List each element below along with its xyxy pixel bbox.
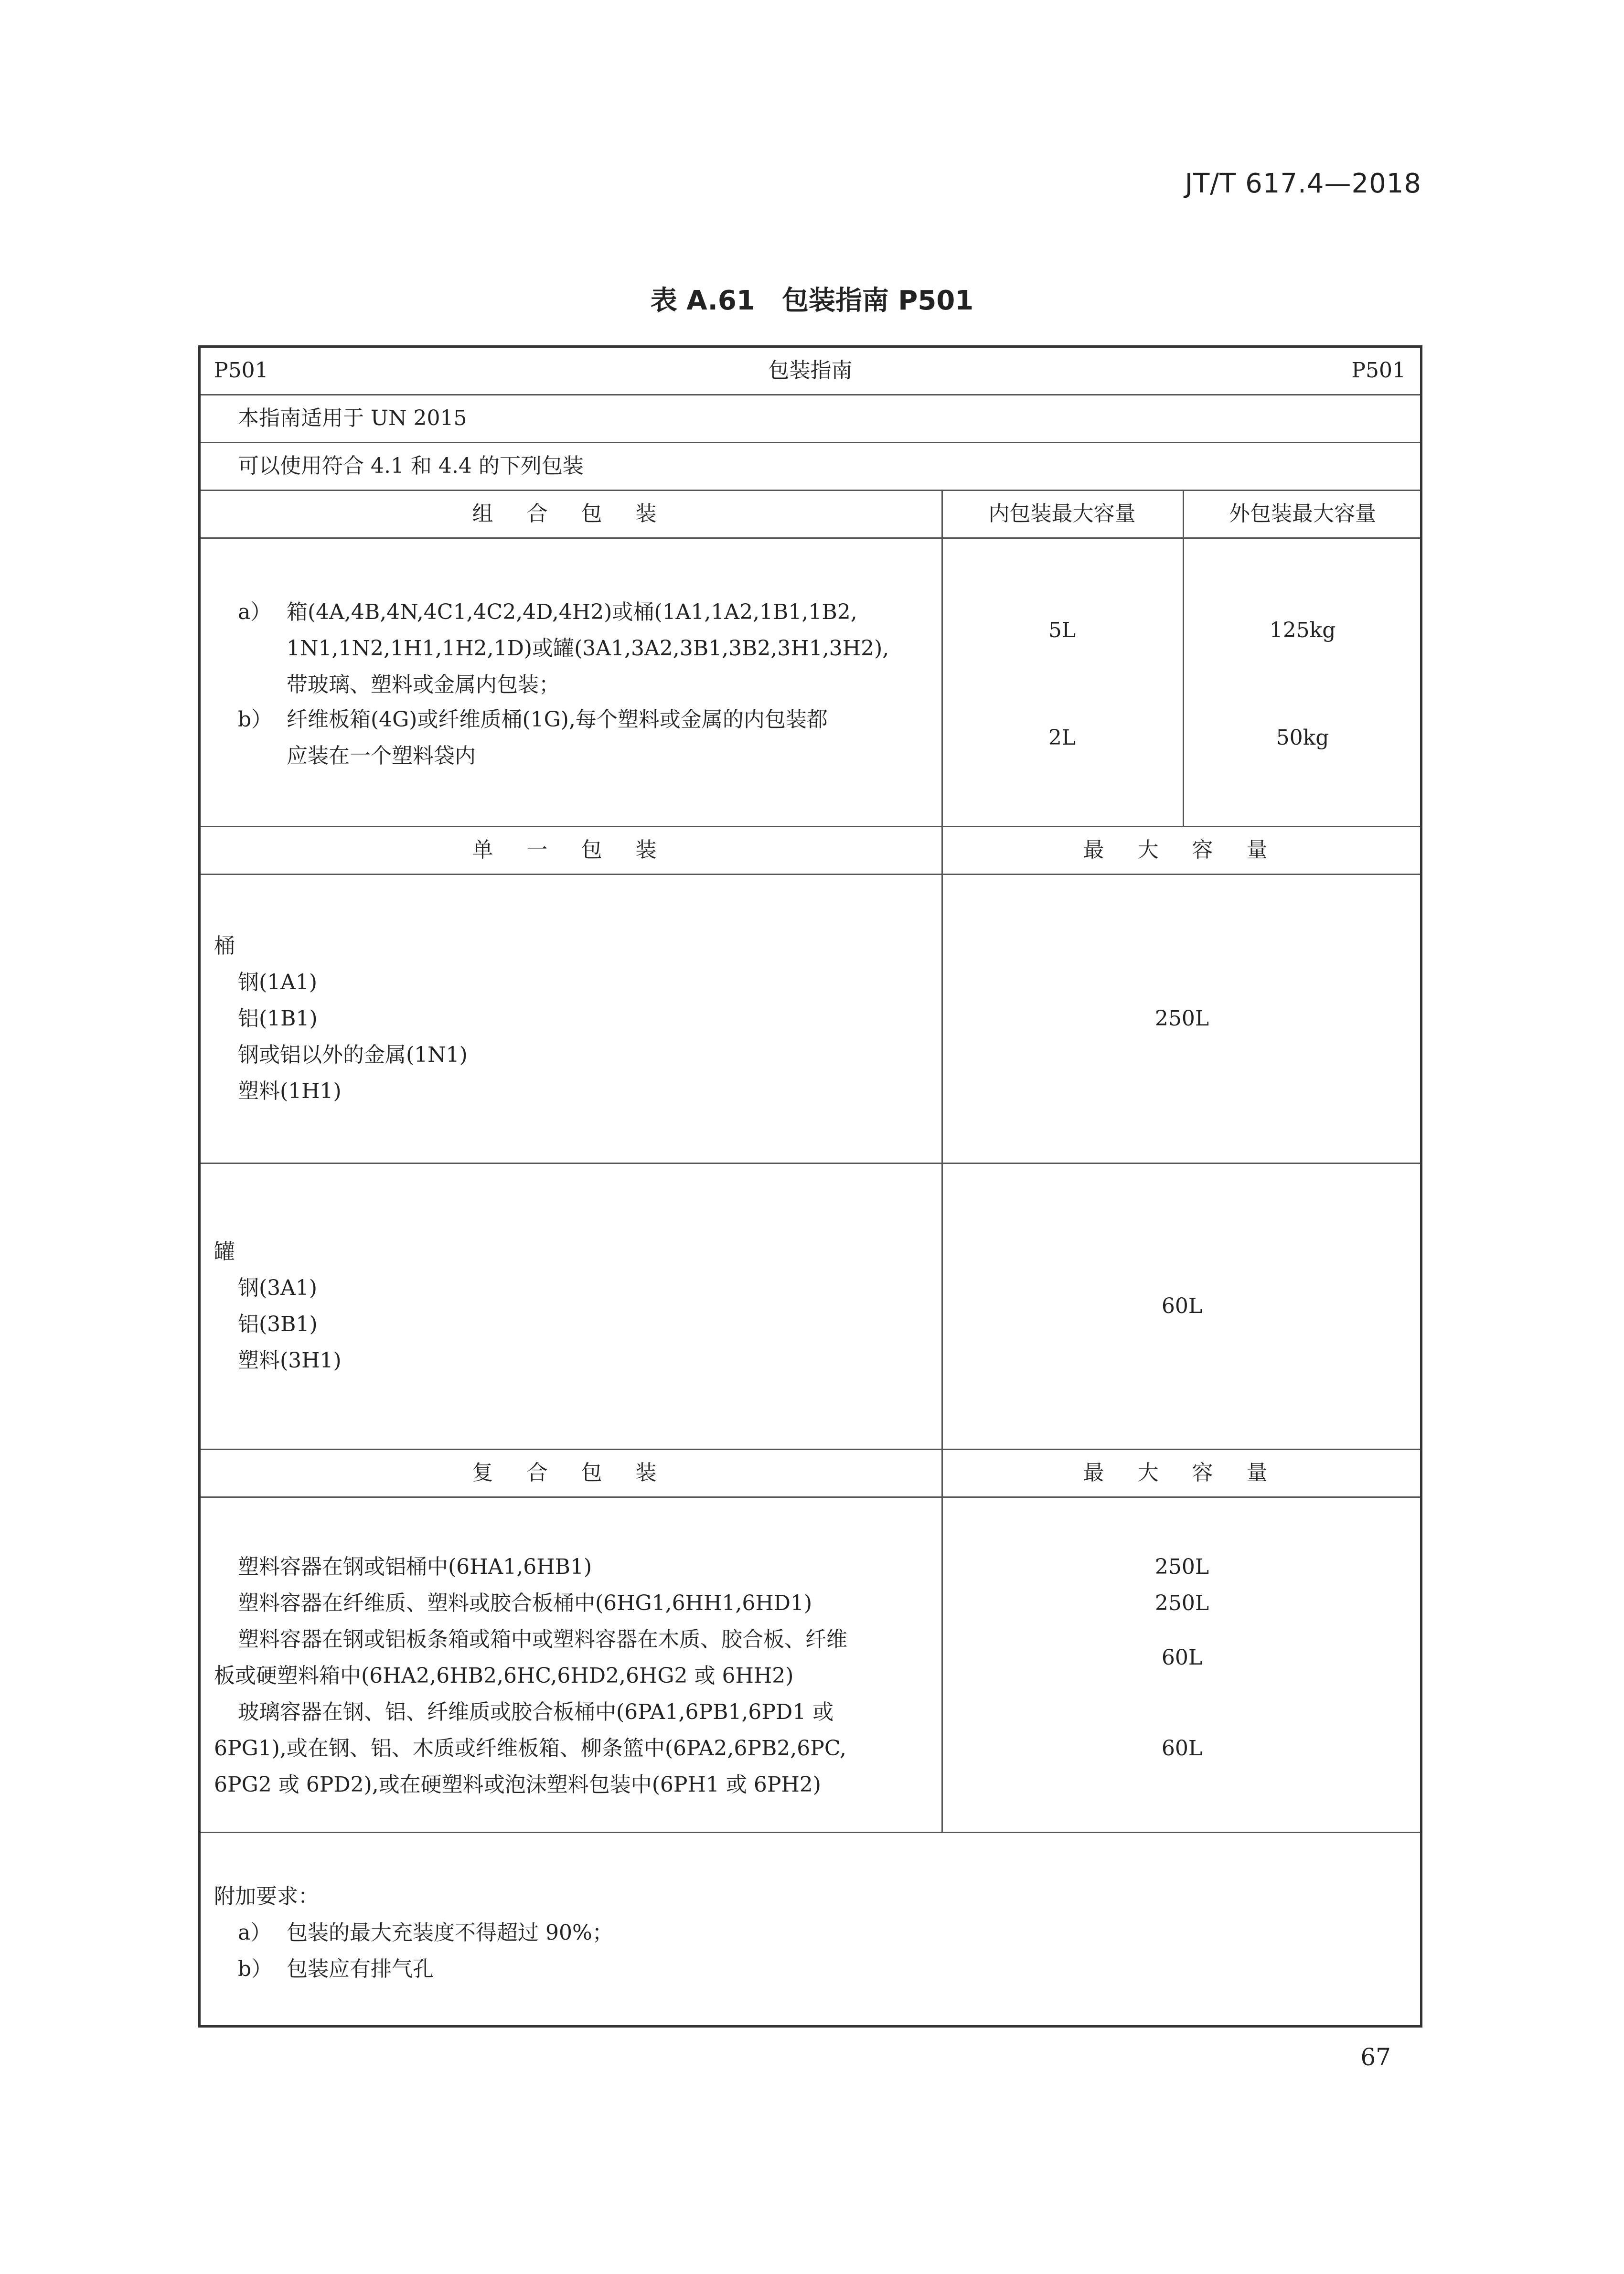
additional-requirement: 包装应有排气孔 <box>287 1957 434 1981</box>
rule <box>201 442 1420 443</box>
list-marker: b） <box>238 707 273 732</box>
list-item: 铝(1B1) <box>238 1006 318 1031</box>
outer-max-value: 125kg <box>1269 618 1336 642</box>
packing-instruction-table <box>198 345 1422 2028</box>
max-value: 60L <box>1161 1294 1203 1318</box>
max-value: 60L <box>1161 1645 1203 1670</box>
code-right: P501 <box>1351 358 1406 383</box>
page-number: 67 <box>1360 2043 1391 2071</box>
single-max-heading: 最 大 容 量 <box>1083 838 1281 862</box>
composite-item: 玻璃容器在钢、铝、纤维质或胶合板桶中(6PA1,6PB1,6PD1 或 <box>238 1700 834 1724</box>
combination-item-a-line: 带玻璃、塑料或金属内包装； <box>287 673 560 697</box>
single-heading: 单 一 包 装 <box>472 838 670 862</box>
combination-heading: 组 合 包 装 <box>472 502 670 526</box>
composite-item: 塑料容器在纤维质、塑料或胶合板桶中(6HG1,6HH1,6HD1) <box>238 1591 812 1615</box>
list-item: 钢(1A1) <box>238 970 318 994</box>
max-value: 250L <box>1154 1555 1209 1579</box>
max-value: 250L <box>1154 1591 1209 1615</box>
composite-item: 6PG2 或 6PD2),或在硬塑料或泡沫塑料包装中(6PH1 或 6PH2) <box>214 1772 821 1797</box>
rule <box>201 394 1420 395</box>
standard-code: JT/T 617.4—2018 <box>1185 168 1421 199</box>
composite-item: 6PG1),或在钢、铝、木质或纤维板箱、柳条篮中(6PA2,6PB2,6PC, <box>214 1736 846 1761</box>
inner-max-value: 5L <box>1048 618 1076 642</box>
rule <box>201 874 1420 875</box>
combination-item-a-line: 1N1,1N2,1H1,1H2,1D)或罐(3A1,3A2,3B1,3B2,3H1,3H2), <box>287 636 889 661</box>
rule <box>201 1496 1420 1498</box>
table-title: 表 A.61 包装指南 P501 <box>650 285 974 316</box>
max-value: 60L <box>1161 1736 1203 1761</box>
inner-max-heading: 内包装最大容量 <box>988 502 1136 526</box>
usage-note: 可以使用符合 4.1 和 4.4 的下列包装 <box>238 454 584 478</box>
outer-max-value: 50kg <box>1276 726 1329 750</box>
group-title-drums: 桶 <box>214 934 235 958</box>
rule <box>201 537 1420 539</box>
rule <box>201 826 1420 827</box>
additional-requirements-title: 附加要求： <box>214 1884 319 1909</box>
combination-item-b-line: 纤维板箱(4G)或纤维质桶(1G),每个塑料或金属的内包装都 <box>287 707 828 732</box>
composite-item: 板或硬塑料箱中(6HA2,6HB2,6HC,6HD2,6HG2 或 6HH2) <box>214 1664 794 1688</box>
rule <box>201 1832 1420 1833</box>
additional-requirement: 包装的最大充装度不得超过 90%； <box>287 1921 613 1945</box>
list-marker: b） <box>238 1957 273 1981</box>
group-title-jerricans: 罐 <box>214 1239 235 1264</box>
outer-max-heading: 外包装最大容量 <box>1229 502 1376 526</box>
rule <box>941 490 943 1832</box>
combination-item-b-line: 应装在一个塑料袋内 <box>287 744 476 768</box>
list-item: 钢(3A1) <box>238 1276 318 1300</box>
list-item: 塑料(1H1) <box>238 1079 342 1103</box>
list-item: 塑料(3H1) <box>238 1348 342 1373</box>
code-left: P501 <box>214 358 268 383</box>
inner-max-value: 2L <box>1048 726 1076 750</box>
list-item: 钢或铝以外的金属(1N1) <box>238 1043 468 1067</box>
composite-max-heading: 最 大 容 量 <box>1083 1461 1281 1485</box>
max-value: 250L <box>1154 1006 1209 1031</box>
rule <box>201 1163 1420 1164</box>
rule <box>201 490 1420 491</box>
list-marker: a） <box>238 1921 272 1945</box>
composite-item: 塑料容器在钢或铝板条箱或箱中或塑料容器在木质、胶合板、纤维 <box>238 1627 847 1652</box>
applies-to: 本指南适用于 UN 2015 <box>238 406 467 430</box>
list-marker: a） <box>238 600 272 624</box>
composite-item: 塑料容器在钢或铝桶中(6HA1,6HB1) <box>238 1555 592 1579</box>
combination-item-a-line: 箱(4A,4B,4N,4C1,4C2,4D,4H2)或桶(1A1,1A2,1B1,1B2, <box>287 600 857 624</box>
composite-heading: 复 合 包 装 <box>472 1461 670 1485</box>
header-title: 包装指南 <box>768 358 853 383</box>
rule <box>201 1449 1420 1450</box>
rule <box>1183 490 1184 826</box>
list-item: 铝(3B1) <box>238 1312 318 1336</box>
